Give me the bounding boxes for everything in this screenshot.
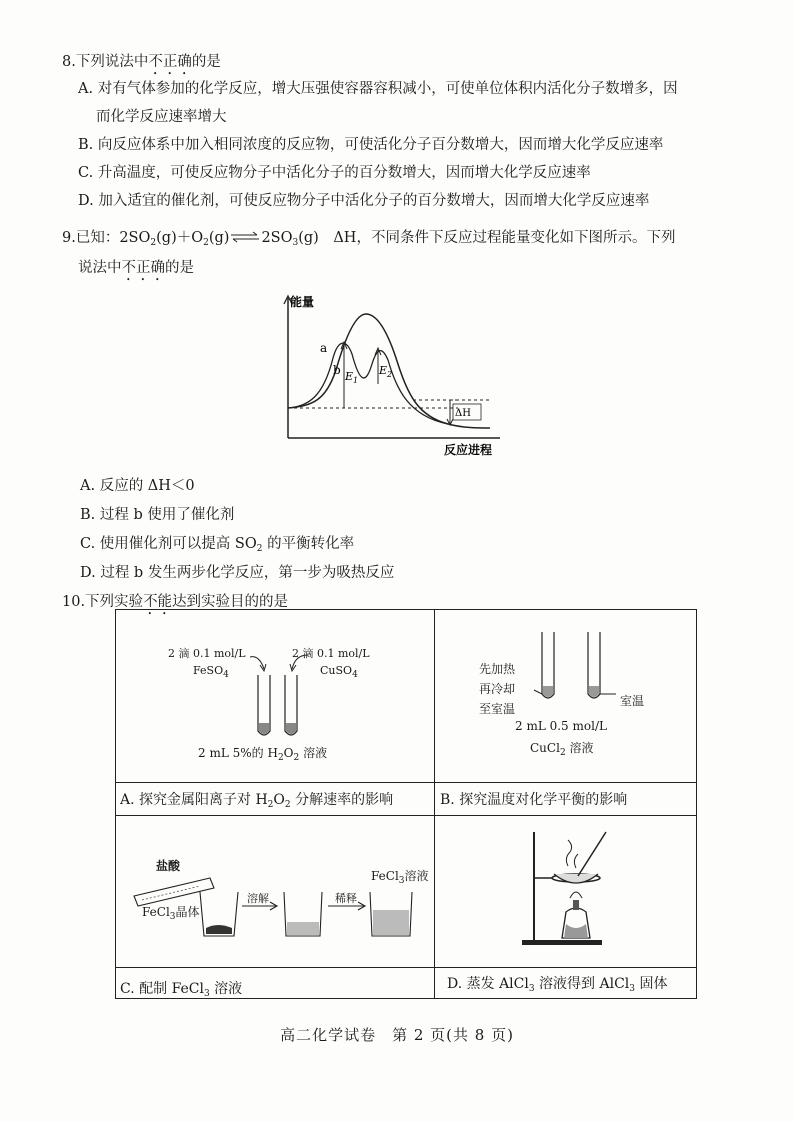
equilibrium-arrow-icon [229,231,261,245]
q9-stem-line1: 9.已知：$2SO_2(g)+O_2(g)$ $2SO_3(g)$ ΔH，不同条件下反应过程能量变化如下图所示。下列 [62,230,676,248]
cell-b-left-note-2: 再冷却 [479,682,516,696]
q8-option-a-line1: A. 对有气体参加的化学反应，增大压强使容器容积减小，可使单位体积内活化分子数增多，因 [78,81,678,97]
q8-stem: 8.下列说法中不正确的是 [62,54,221,70]
cell-d-caption: D. 蒸发 AlCl$_3$ 溶液得到 AlCl$_3$ 固体 [447,976,668,994]
cell-a-bottom-label: 2 mL 5%的 $H_2O_2$ 溶液 [198,746,328,763]
cell-a-left-reagent-1: 2 滴 0.1 mol/L [168,647,246,660]
cell-a-caption: A. 探究金属阳离子对 $H_2O_2$ 分解速率的影响 [120,792,394,810]
q9-option-b: B. 过程 b 使用了催化剂 [80,507,235,523]
q9-stem-line2: 说法中不正确的是 [78,260,194,276]
cell-b-caption: B. 探究温度对化学平衡的影响 [440,792,628,808]
page-footer: 高二化学试卷 第 2 页(共 8 页) [280,1026,514,1044]
cell-a-right-reagent-2: CuSO$_4$ [320,664,358,680]
cell-d-evaporation-apparatus [518,828,638,958]
cell-a-left-reagent-2: FeSO$_4$ [193,664,229,680]
q8-option-a-line2: 而化学反应速率增大 [96,109,227,125]
cell-b-bottom-1: 2 mL 0.5 mol/L [515,719,607,733]
cell-c-solution-label: FeCl$_3$溶液 [371,869,429,886]
y-axis-label: 能量 [290,295,315,309]
cell-b-left-note-1: 先加热 [479,662,516,676]
q9-option-a: A. 反应的 ΔH＜0 [80,478,195,494]
e2-label: $E_2$ [379,364,393,379]
cell-c-apparatus [130,866,430,956]
e1-label: $E_1$ [345,370,359,385]
q9-option-d: D. 过程 b 发生两步化学反应，第一步为吸热反应 [80,565,395,581]
cell-c-dissolve-label: 溶解 [247,892,269,905]
dh-label: ΔH [455,408,471,419]
cell-a-right-reagent-1: 2 滴 0.1 mol/L [292,647,370,660]
cell-c-dilute-label: 稀释 [335,892,357,905]
cell-b-test-tubes [520,628,620,718]
curve-b-label: b [333,363,341,377]
q9-option-c: C. 使用催化剂可以提高 $SO_2$ 的平衡转化率 [80,536,355,554]
q8-option-b: B. 向反应体系中加入相同浓度的反应物，可使活化分子百分数增大，因而增大化学反应速率 [78,137,664,153]
cell-c-acid-label: 盐酸 [156,859,181,873]
cell-c-caption: C. 配制 FeCl$_3$ 溶液 [120,981,243,999]
cell-b-bottom-2: CuCl$_2$ 溶液 [530,741,594,758]
q8-option-d: D. 加入适宜的催化剂，可使反应物分子中活化分子的百分数增大，因而增大化学反应速率 [78,193,650,209]
energy-diagram [278,288,508,458]
cell-c-crystal-label: FeCl$_3$晶体 [142,905,200,922]
x-axis-label: 反应进程 [444,443,493,457]
cell-a-test-tubes [230,645,350,745]
q8-option-c: C. 升高温度，可使反应物分子中活化分子的百分数增大，因而增大化学反应速率 [78,165,591,181]
curve-a-label: a [320,341,328,355]
q10-stem: 10.下列实验不能达到实验目的的是 [62,594,289,610]
cell-b-left-note-3: 至室温 [479,702,516,716]
cell-b-right-note: 室温 [620,694,645,708]
